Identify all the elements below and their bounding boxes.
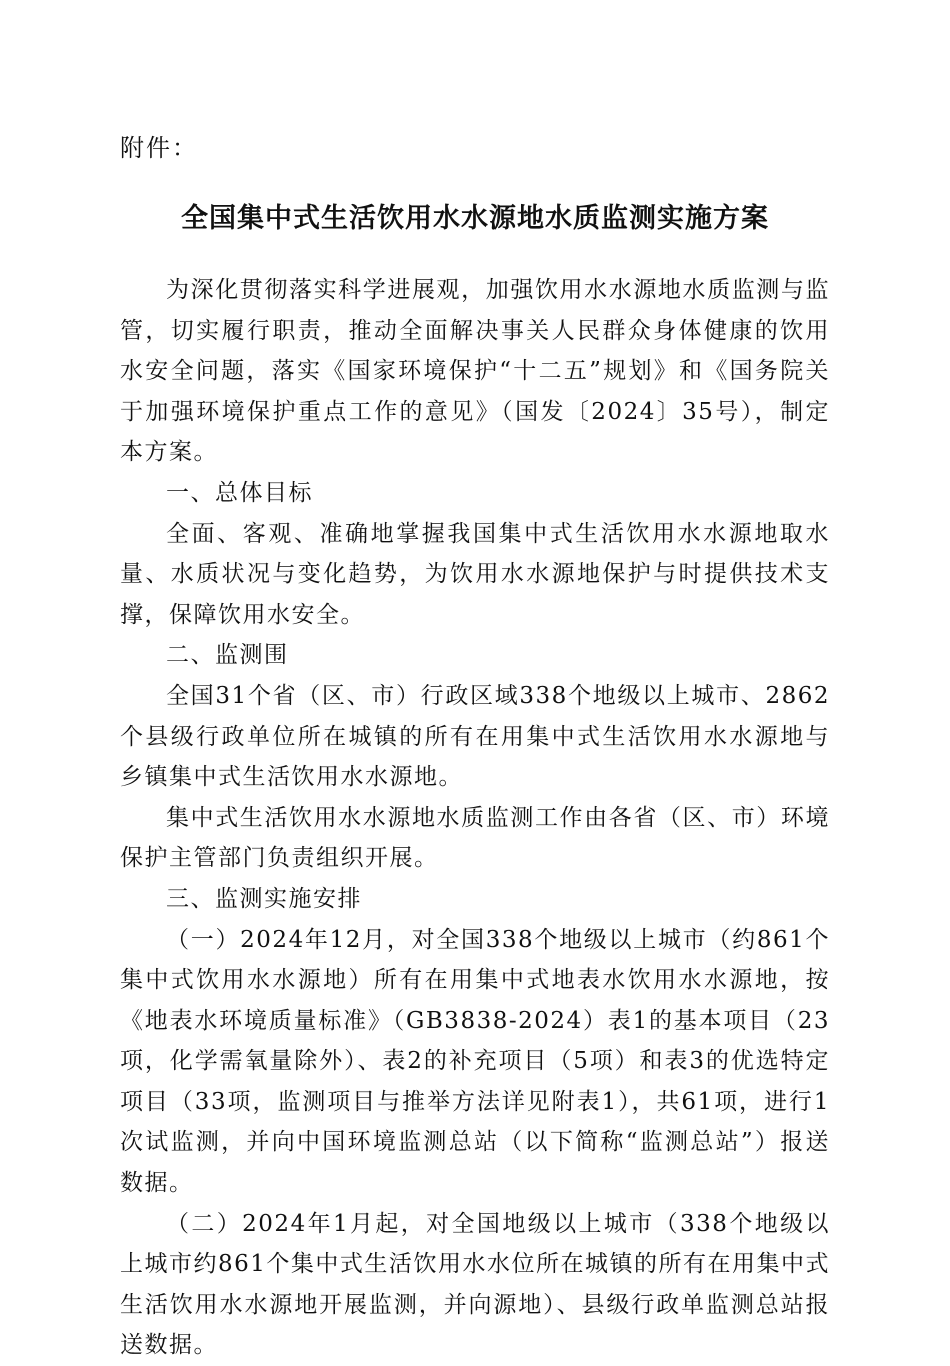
paragraph-arrangement-1: （一）2024年12月，对全国338个地级以上城市（约861个集中式饮用水水源地）所有在用集中式地表水饮用水水源地，按《地表水环境质量标准》（GB3838-2024）表1的基本项目（23项，化学需氧量除外）、表2的补充项目（5项）和表3的优选特定项目（33项，监测项目与推举方法详见附表1），共61项，进行1次试监测，并向中国环境监测总站（以下简称“监测总站”）报送数据。: [120, 926, 830, 1197]
attachment-label: 附件：: [120, 134, 198, 162]
section-heading-3: 三、监测实施安排: [166, 885, 362, 912]
paragraph-arrangement-2: （二）2024年1月起，对全国地级以上城市（338个地级以上城市约861个集中式生活饮用水水位所在城镇的所有在用集中式生活饮用水水源地开展监测，并向源地）、县级行政单监测总站报送数据。: [120, 1210, 830, 1359]
section-heading-2: 二、监测围: [166, 642, 289, 669]
paragraph-responsibility: 集中式生活饮用水水源地水质监测工作由各省（区、市）环境保护主管部门负责组织开展。: [120, 804, 830, 872]
paragraph-intro: 为深化贯彻落实科学进展观，加强饮用水水源地水质监测与监管，切实履行职责，推动全面解决事关人民群众身体健康的饮用水安全问题，落实《国家环境保护“十二五”规划》和《国务院关于加强环境保护重点工作的意见》（国发〔2024〕35号），制定本方案。: [120, 277, 830, 466]
document-body: [120, 270, 830, 1366]
document-title: 全国集中式生活饮用水水源地水质监测实施方案: [181, 203, 769, 234]
paragraph-monitoring-scope: 全国31个省（区、市）行政区域338个地级以上城市、2862个县级行政单位所在城镇的所有在用集中式生活饮用水水源地与乡镇集中式生活饮用水水源地。: [120, 682, 830, 791]
section-heading-1: 一、总体目标: [166, 479, 313, 506]
paragraph-overall-goal: 全面、客观、准确地掌握我国集中式生活饮用水水源地取水量、水质状况与变化趋势，为饮用水水源地保护与时提供技术支撑，保障饮用水安全。: [120, 520, 830, 628]
